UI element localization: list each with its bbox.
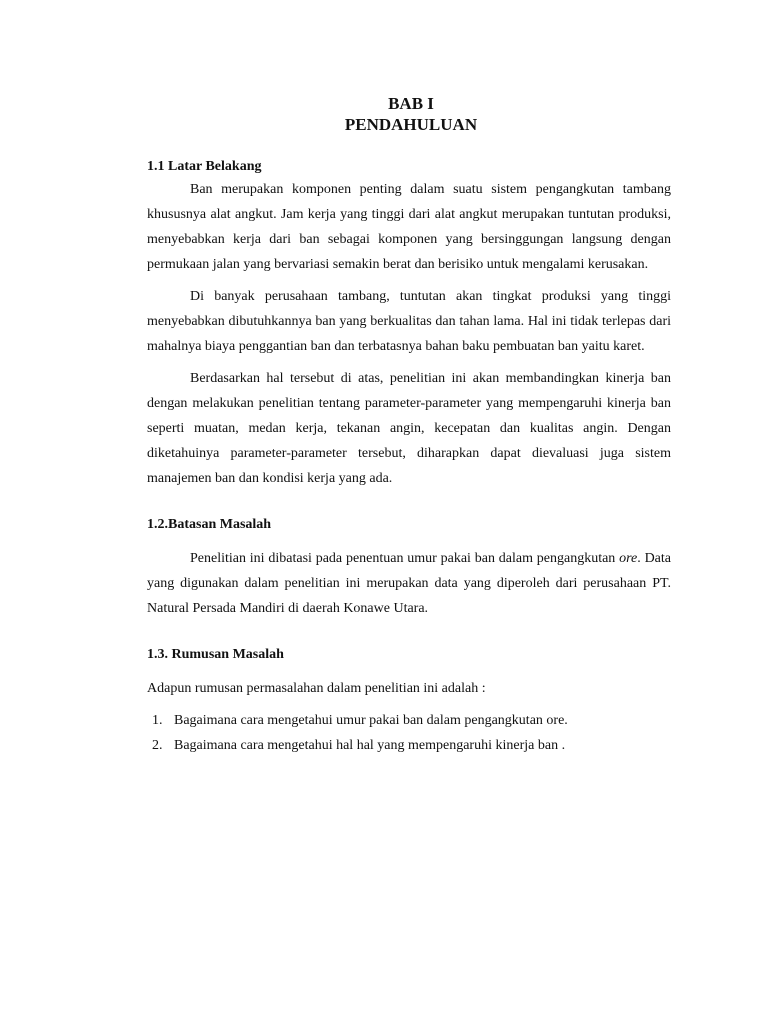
chapter-number: BAB I (388, 94, 434, 113)
paragraph-text: . Data yang digunakan dalam penelitian ini merupakan data yang diperoleh dari perusahaan PT. Natural Persada Mandiri di daerah Konawe Utara. (147, 551, 671, 616)
list-number: 2. (152, 738, 163, 753)
section-latar-belakang (147, 157, 671, 491)
list-item-text: Bagaimana cara mengetahui hal hal yang mempengaruhi kinerja ban . (174, 738, 566, 753)
italic-term: ore (619, 551, 638, 566)
section-heading: 1.2.Batasan Masalah (147, 517, 272, 532)
paragraph: Adapun rumusan permasalahan dalam penelitian ini adalah : (147, 681, 486, 696)
chapter-heading (0, 93, 768, 135)
numbered-list (147, 708, 671, 758)
section-batasan-masalah (147, 515, 671, 621)
section-heading: 1.1 Latar Belakang (147, 159, 262, 174)
paragraph (147, 546, 671, 621)
list-number: 1. (152, 713, 163, 728)
list-item-text: Bagaimana cara mengetahui umur pakai ban dalam pengangkutan ore. (174, 713, 568, 728)
list-item (147, 708, 671, 733)
section-heading: 1.3. Rumusan Masalah (147, 647, 284, 662)
paragraph: Berdasarkan hal tersebut di atas, penelitian ini akan membandingkan kinerja ban dengan melakukan penelitian tentang parameter-parameter yang mempengaruhi kinerja ban seperti muatan, medan kerja, tekanan angin, kecepatan dan kualitas angin. Dengan diketahuinya parameter-parameter tersebut, diharapkan dapat dievaluasi juga sistem manajemen ban dan kondisi kerja yang ada. (147, 371, 671, 486)
paragraph: Ban merupakan komponen penting dalam suatu sistem pengangkutan tambang khususnya alat angkut. Jam kerja yang tinggi dari alat angkut merupakan tuntutan produksi, menyebabkan kerja dari ban sebagai komponen yang bersinggungan langsung dengan permukaan jalan yang bervariasi semakin berat dan berisiko untuk mengalami kerusakan. (147, 182, 671, 272)
list-item (147, 733, 671, 758)
document-body (147, 157, 671, 758)
section-rumusan-masalah (147, 645, 671, 758)
paragraph-text: Penelitian ini dibatasi pada penentuan umur pakai ban dalam pengangkutan (190, 551, 620, 566)
chapter-title: PENDAHULUAN (344, 115, 478, 134)
paragraph: Di banyak perusahaan tambang, tuntutan akan tingkat produksi yang tinggi menyebabkan dibutuhkannya ban yang berkualitas dan tahan lama. Hal ini tidak terlepas dari mahalnya biaya penggantian ban dan terbatasnya bahan baku pembuatan ban yaitu karet. (147, 289, 671, 354)
